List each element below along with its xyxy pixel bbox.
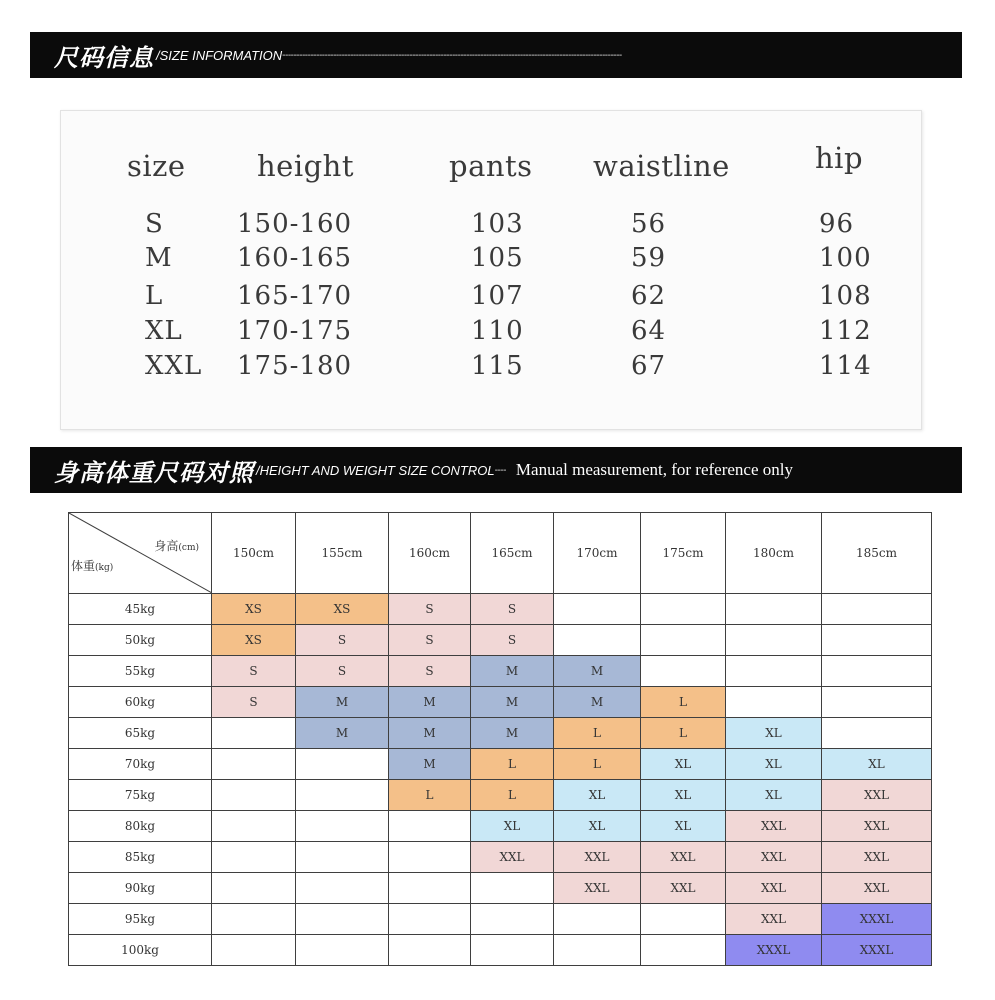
banner-dashes: ------------------------------------------------------------------------------------------------------------------------ (282, 49, 622, 61)
size-cell: S (389, 656, 471, 687)
size-cell: M (389, 718, 471, 749)
grid-row (69, 594, 932, 625)
size-cell: XS (296, 594, 389, 625)
weight-label-cell: 55kg (69, 656, 212, 687)
size-cell (212, 842, 296, 873)
size-cell (212, 904, 296, 935)
weight-label-text: 体重 (71, 559, 96, 573)
size-cell (389, 935, 471, 966)
size-cell: XL (641, 749, 726, 780)
size-cell: XL (554, 780, 641, 811)
size-cell (471, 904, 554, 935)
height-range: 150-160 (237, 209, 353, 239)
size-cell: L (641, 687, 726, 718)
size-cell (471, 935, 554, 966)
height-unit: (cm) (178, 543, 199, 553)
size-control-table (68, 512, 932, 966)
size-cell (726, 625, 822, 656)
weight-label-cell: 85kg (69, 842, 212, 873)
height-range: 160-165 (237, 243, 353, 273)
size-cell: M (296, 718, 389, 749)
size-cell: XXL (471, 842, 554, 873)
banner-title-en: /HEIGHT AND WEIGHT SIZE CONTROL (256, 462, 495, 478)
size-cell: M (389, 687, 471, 718)
weight-label-cell: 50kg (69, 625, 212, 656)
size-cell: L (554, 749, 641, 780)
weight-axis-label (71, 557, 113, 574)
height-label-text: 身高 (154, 539, 179, 553)
height-header-cell: 165cm (471, 513, 554, 594)
grid-row (69, 625, 932, 656)
size-cell: L (389, 780, 471, 811)
size-cell (212, 718, 296, 749)
grid-row (69, 842, 932, 873)
pants-value: 110 (471, 316, 524, 346)
size-cell (296, 811, 389, 842)
size-cell: XXXL (822, 904, 932, 935)
size-cell (212, 873, 296, 904)
weight-label-cell: 75kg (69, 780, 212, 811)
size-cell (212, 935, 296, 966)
size-cell (296, 749, 389, 780)
size-cell: XL (726, 780, 822, 811)
size-cell (822, 656, 932, 687)
pants-value: 105 (471, 243, 524, 273)
size-cell: XL (554, 811, 641, 842)
weight-unit: (kg) (95, 563, 114, 573)
size-cell (471, 873, 554, 904)
hip-value: 114 (819, 351, 872, 381)
grid-row (69, 904, 932, 935)
size-cell: XXL (726, 904, 822, 935)
size-cell: XS (212, 594, 296, 625)
pants-value: 115 (471, 351, 524, 381)
size-cell (822, 625, 932, 656)
size-cell (212, 780, 296, 811)
hip-value: 108 (819, 281, 872, 311)
hip-value: 96 (819, 209, 855, 239)
pants-value: 107 (471, 281, 524, 311)
size-cell: XXL (726, 811, 822, 842)
size-label: S (145, 209, 164, 239)
size-table-header (61, 141, 921, 185)
size-cell (389, 904, 471, 935)
size-cell: XL (726, 749, 822, 780)
weight-label-cell: 65kg (69, 718, 212, 749)
height-header-cell: 150cm (212, 513, 296, 594)
size-cell (389, 842, 471, 873)
banner-title-zh: 尺码信息 (54, 43, 154, 72)
size-cell (554, 904, 641, 935)
header-hip: hip (815, 141, 864, 175)
size-row (61, 209, 921, 245)
size-cell: S (212, 656, 296, 687)
size-information-table (60, 110, 922, 430)
size-cell (212, 749, 296, 780)
banner-title-zh: 身高体重尺码对照 (54, 458, 254, 487)
size-label: M (145, 243, 173, 273)
grid-row (69, 780, 932, 811)
size-cell: L (471, 749, 554, 780)
size-cell (641, 935, 726, 966)
height-range: 170-175 (237, 316, 353, 346)
size-cell: S (212, 687, 296, 718)
size-cell (726, 687, 822, 718)
grid-row (69, 718, 932, 749)
grid-row (69, 687, 932, 718)
grid-row (69, 749, 932, 780)
size-information-banner (30, 32, 962, 78)
size-cell: S (389, 594, 471, 625)
size-cell (641, 594, 726, 625)
height-header-cell: 155cm (296, 513, 389, 594)
size-cell (212, 811, 296, 842)
size-cell: XXL (822, 873, 932, 904)
grid-row (69, 935, 932, 966)
size-cell (641, 904, 726, 935)
weight-label-cell: 45kg (69, 594, 212, 625)
height-range: 175-180 (237, 351, 353, 381)
size-cell (389, 811, 471, 842)
size-cell (296, 780, 389, 811)
weight-label-cell: 95kg (69, 904, 212, 935)
size-label: L (145, 281, 164, 311)
size-cell (822, 594, 932, 625)
banner-title-en: /SIZE INFORMATION (156, 47, 283, 63)
size-cell: M (471, 656, 554, 687)
size-cell (822, 718, 932, 749)
weight-label-cell: 60kg (69, 687, 212, 718)
size-cell (822, 687, 932, 718)
size-cell: XS (212, 625, 296, 656)
size-cell: XXL (641, 873, 726, 904)
size-cell: S (471, 625, 554, 656)
size-row (61, 243, 921, 279)
size-row (61, 351, 921, 387)
weight-label-cell: 100kg (69, 935, 212, 966)
size-cell: S (296, 625, 389, 656)
header-size: size (127, 149, 186, 183)
size-cell: XL (641, 780, 726, 811)
size-cell: XXL (726, 842, 822, 873)
size-cell: L (641, 718, 726, 749)
size-cell: L (554, 718, 641, 749)
size-cell (296, 935, 389, 966)
size-cell: M (471, 687, 554, 718)
grid-row (69, 873, 932, 904)
size-label: XXL (145, 351, 203, 381)
waistline-value: 64 (631, 316, 667, 346)
waistline-value: 67 (631, 351, 667, 381)
size-cell: XXL (822, 842, 932, 873)
height-header-cell: 160cm (389, 513, 471, 594)
waistline-value: 56 (631, 209, 667, 239)
height-header-cell: 180cm (726, 513, 822, 594)
height-weight-banner (30, 447, 962, 493)
size-cell: XXL (822, 811, 932, 842)
size-cell (296, 842, 389, 873)
size-cell: XXL (554, 842, 641, 873)
size-cell (641, 625, 726, 656)
size-cell: S (389, 625, 471, 656)
size-cell (389, 873, 471, 904)
size-cell: XXL (554, 873, 641, 904)
size-cell: M (554, 687, 641, 718)
height-header-cell: 185cm (822, 513, 932, 594)
height-range: 165-170 (237, 281, 353, 311)
weight-label-cell: 90kg (69, 873, 212, 904)
hip-value: 100 (819, 243, 872, 273)
height-axis-label (154, 537, 199, 554)
header-pants: pants (449, 149, 533, 183)
header-height: height (257, 149, 355, 183)
size-cell (726, 594, 822, 625)
size-cell: XXL (822, 780, 932, 811)
size-cell (641, 656, 726, 687)
grid-row (69, 811, 932, 842)
size-cell: S (296, 656, 389, 687)
pants-value: 103 (471, 209, 524, 239)
size-cell (554, 594, 641, 625)
hip-value: 112 (819, 316, 872, 346)
grid-row (69, 656, 932, 687)
size-cell: XL (641, 811, 726, 842)
size-cell: M (296, 687, 389, 718)
grid-header-row (69, 513, 932, 594)
height-header-cell: 175cm (641, 513, 726, 594)
size-cell: M (554, 656, 641, 687)
grid-corner-cell (69, 513, 212, 594)
size-cell (296, 873, 389, 904)
size-cell: S (471, 594, 554, 625)
weight-label-cell: 70kg (69, 749, 212, 780)
size-cell: XXL (726, 873, 822, 904)
size-cell (296, 904, 389, 935)
size-label: XL (145, 316, 183, 346)
size-cell (726, 656, 822, 687)
size-cell: XXL (641, 842, 726, 873)
size-row (61, 281, 921, 317)
size-cell (554, 625, 641, 656)
waistline-value: 62 (631, 281, 667, 311)
size-row (61, 316, 921, 352)
size-cell (554, 935, 641, 966)
banner-dashes: ---- (494, 464, 506, 476)
size-cell: M (389, 749, 471, 780)
size-cell: XL (822, 749, 932, 780)
height-weight-grid (68, 512, 932, 966)
size-cell: XXXL (822, 935, 932, 966)
weight-label-cell: 80kg (69, 811, 212, 842)
size-cell: XL (471, 811, 554, 842)
size-cell: L (471, 780, 554, 811)
size-cell: M (471, 718, 554, 749)
header-waistline: waistline (593, 149, 730, 183)
height-header-cell: 170cm (554, 513, 641, 594)
size-cell: XXXL (726, 935, 822, 966)
size-cell: XL (726, 718, 822, 749)
waistline-value: 59 (631, 243, 667, 273)
reference-note: Manual measurement, for reference only (515, 460, 793, 479)
